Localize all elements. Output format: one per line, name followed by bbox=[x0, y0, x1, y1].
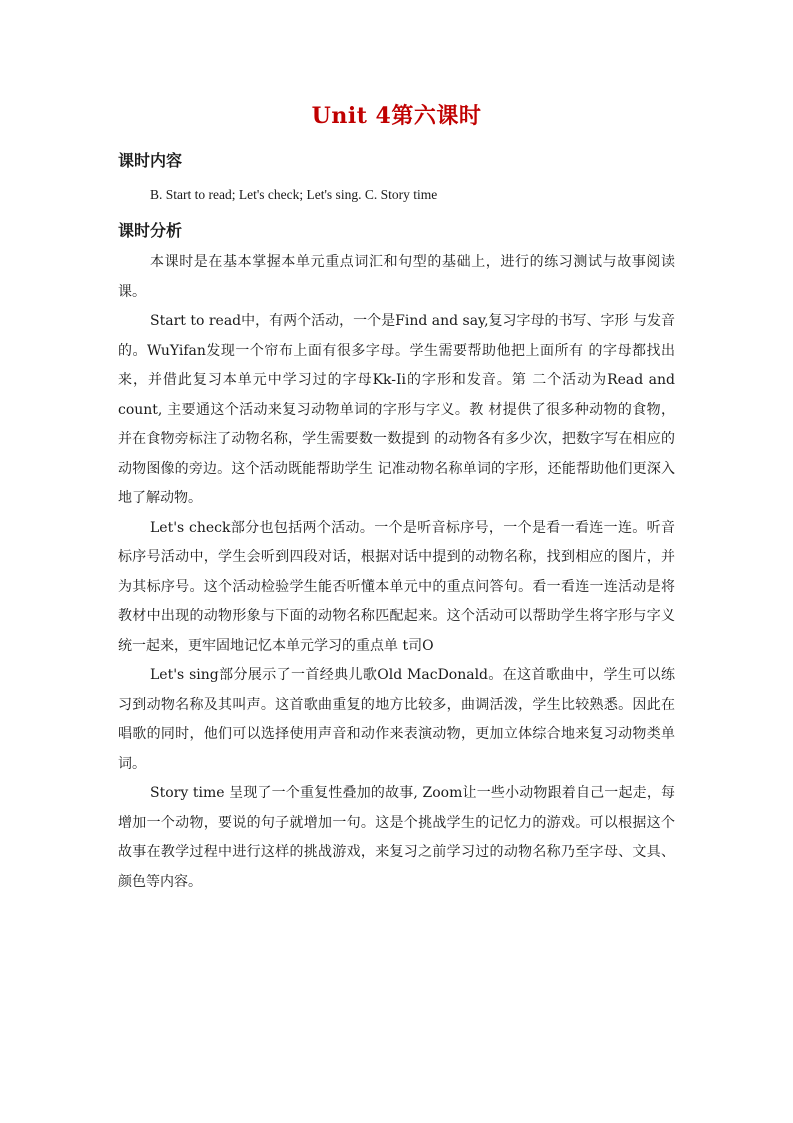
document-title: Unit 4第六课时 bbox=[311, 103, 482, 129]
analysis-paragraph: 本课时是在基本掌握本单元重点词汇和句型的基础上，进行的练习测试与故事阅读课。 bbox=[118, 254, 675, 300]
lesson-content-text: B. Start to read; Let's check; Let's sing. C. Story time bbox=[150, 187, 438, 202]
analysis-paragraph: Let's sing部分展示了一首经典儿歌Old MacDonald。在这首歌曲中，学生可以练习到动物名称及其叫声。这首歌曲重复的地方比较多，曲调活泼，学生比较熟悉。因此在唱歌的同时，他们可以选择使用声音和动作来表演动物，更加立体综合地来复习动物类单词。 bbox=[118, 667, 675, 772]
section-heading-content: 课时内容 bbox=[118, 151, 183, 170]
analysis-paragraph: Start to read中，有两个活动，一个是Find and say,复习字母的书写、字形 与发音的。WuYifan发现一个帘布上面有很多字母。学生需要帮助他把上面所有 的字母都找出来，并借此复习本单元中学习过的字母Kk-Ii的字形和发音。第 二个活动为Read and count, 主要通这个活动来复习动物单词的字形与字义。教 材提供了很多种动物的食物，并在食物旁标注了动物名称，学生需要数一数提到 的动物各有多少次，把数字写在相应的动物图像的旁边。这个活动既能帮助学生 记准动物名称单词的字形，还能帮助他们更深入地了解动物。 bbox=[118, 313, 675, 506]
analysis-paragraph: Story time 呈现了一个重复性叠加的故事, Zoom让一些小动物跟着自己一起走，每增加一个动物，要说的句子就增加一句。这是个挑战学生的记忆力的游戏。可以根据这个故事在教学过程中进行这样的挑战游戏，来复习之前学习过的动物名称乃至字母、文具、颜色等内容。 bbox=[118, 785, 675, 890]
section-heading-analysis: 课时分析 bbox=[118, 221, 183, 240]
analysis-paragraph: Let's check部分也包括两个活动。一个是听音标序号，一个是看一看连一连。听音标序号活动中，学生会听到四段对话，根据对话中提到的动物名称，找到相应的图片，并为其标序号。这个活动检验学生能否听懂本单元中的重点问答句。看一看连一连活动是将教材中出现的动物形象与下面的动物名称匹配起来。这个活动可以帮助学生将字形与字义统一起来，更牢固地记忆本单元学习的重点单 t司O bbox=[118, 519, 675, 654]
